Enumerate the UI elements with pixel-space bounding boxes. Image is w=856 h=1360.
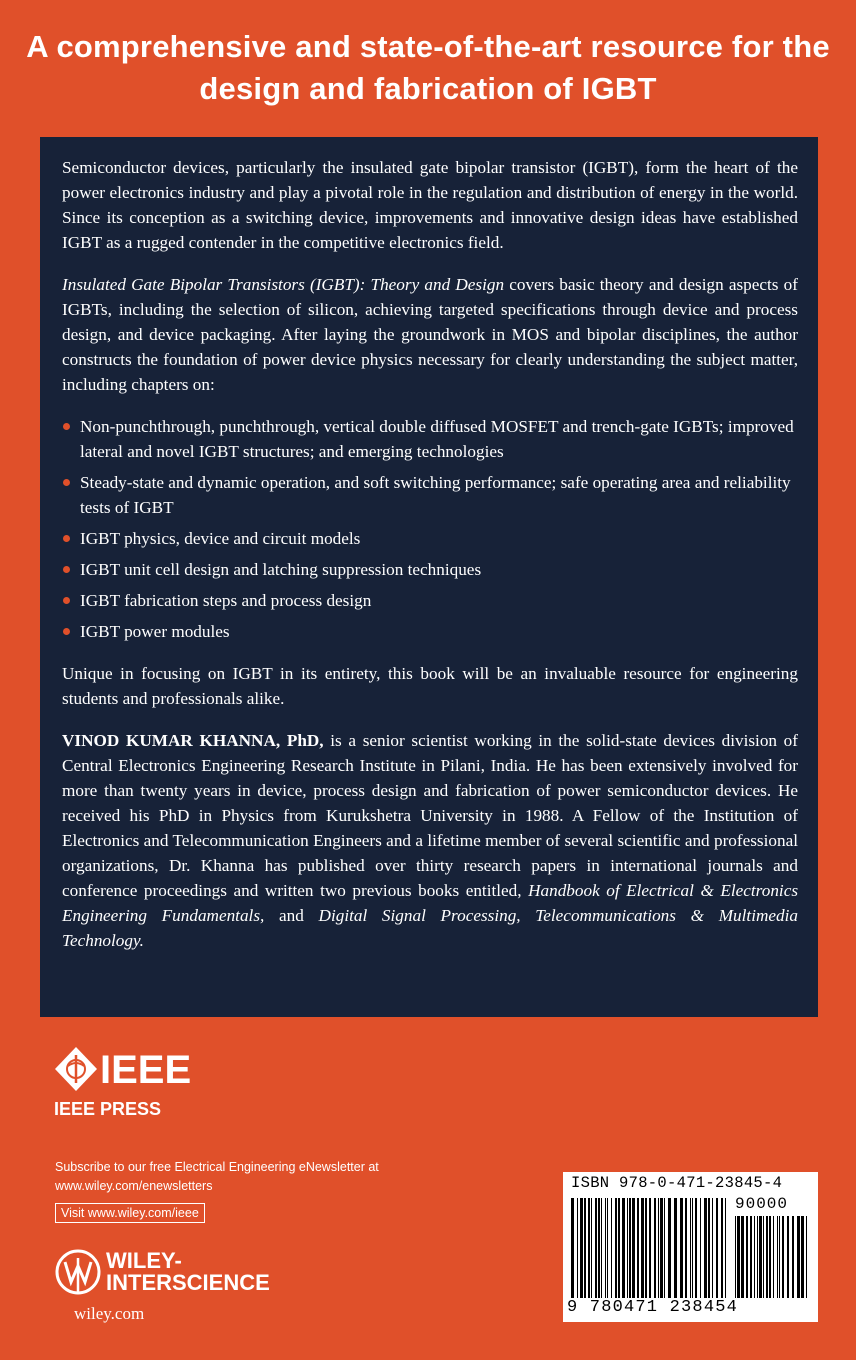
barcode-bar	[725, 1198, 726, 1298]
barcode-bar	[645, 1198, 647, 1298]
barcode-bar	[591, 1198, 592, 1298]
barcode-bar	[741, 1216, 744, 1298]
barcode-bar	[695, 1198, 697, 1298]
coverage-text: covers basic theory and design aspects of IGBTs, including the selection of silicon, achieving targeted specifications through device and process design, and device packaging. After laying the groundwork in MOS and bipolar disciplines, the author constructs the foundation of power device physics necessary for clearly understanding the subject matter, including chapters on:	[62, 275, 798, 394]
coverage-paragraph	[62, 272, 798, 397]
isbn-number: ISBN 978-0-471-23845-4	[571, 1174, 783, 1192]
list-item: IGBT fabrication steps and process design	[62, 588, 798, 613]
barcode-bar	[622, 1198, 625, 1298]
barcode-bar	[605, 1198, 606, 1298]
headline-line-2: design and fabrication of IGBT	[199, 71, 657, 106]
barcode-bar	[692, 1198, 693, 1298]
headline-line-1: A comprehensive and state-of-the-art resource for the	[26, 29, 830, 64]
list-item: IGBT power modules	[62, 619, 798, 644]
barcode-bar	[769, 1216, 771, 1298]
barcode-bar	[601, 1198, 602, 1298]
barcode-bar	[779, 1216, 780, 1298]
barcode-bar	[580, 1198, 583, 1298]
barcode-bar	[685, 1198, 687, 1298]
barcode-bar	[595, 1198, 597, 1298]
newsletter-line-1: Subscribe to our free Electrical Engineering eNewsletter at	[55, 1160, 379, 1174]
barcode-bar	[782, 1216, 784, 1298]
ieee-logo	[54, 1046, 214, 1126]
visit-link[interactable]: Visit www.wiley.com/ieee	[55, 1203, 205, 1223]
chapter-list	[62, 414, 798, 644]
barcode-bar	[607, 1198, 608, 1298]
barcode-bar	[773, 1216, 774, 1298]
barcode-bar	[700, 1198, 701, 1298]
barcode-bar	[649, 1198, 651, 1298]
wiley-logo	[54, 1248, 314, 1328]
barcode-bar	[806, 1216, 807, 1298]
ieee-wordmark: IEEE	[100, 1048, 192, 1092]
barcode-bar	[704, 1198, 707, 1298]
barcode-digits: 9 780471 238454	[567, 1298, 739, 1317]
barcode-bar	[584, 1198, 586, 1298]
barcode-bar	[721, 1198, 723, 1298]
wiley-line-1: WILEY-	[106, 1248, 182, 1273]
barcode-bar	[746, 1216, 748, 1298]
barcode-bar	[627, 1198, 628, 1298]
price-code: 90000	[735, 1195, 789, 1213]
wiley-emblem-icon	[54, 1248, 102, 1296]
list-item: IGBT physics, device and circuit models	[62, 526, 798, 551]
wiley-url[interactable]: wiley.com	[74, 1304, 145, 1323]
barcode-bar	[660, 1198, 663, 1298]
wiley-wordmark	[106, 1250, 270, 1294]
barcode-bar	[598, 1198, 600, 1298]
barcode-bar	[577, 1198, 578, 1298]
barcode-bar	[757, 1216, 758, 1298]
barcode-bar	[708, 1198, 710, 1298]
list-item: IGBT unit cell design and latching suppression techniques	[62, 557, 798, 582]
previous-book-1: Handbook of Electrical & Electronics Engineering Fundamentals,	[62, 881, 799, 925]
barcode-addon-bars	[735, 1216, 811, 1298]
barcode-bar	[668, 1198, 671, 1298]
previous-book-2: Digital Signal Processing, Telecommunications & Multimedia Technology.	[62, 906, 798, 950]
barcode-bar	[664, 1198, 665, 1298]
barcode-bar	[712, 1198, 713, 1298]
wiley-line-2: INTERSCIENCE	[106, 1270, 270, 1295]
barcode-bar	[750, 1216, 752, 1298]
intro-paragraph: Semiconductor devices, particularly the insulated gate bipolar transistor (IGBT), form the heart of the power electronics industry and play a pivotal role in the regulation and distribution of energy in the world. Since its conception as a switching device, improvements and innovative design ideas have established IGBT as a rugged contender in the competitive electronics field.	[62, 158, 798, 252]
author-name: VINOD KUMAR KHANNA, PhD,	[62, 731, 324, 750]
barcode-bar	[763, 1216, 764, 1298]
barcode-bar	[737, 1216, 740, 1298]
barcode-bar	[629, 1198, 631, 1298]
barcode-bar	[654, 1198, 656, 1298]
barcode-bar	[615, 1198, 617, 1298]
barcode-bar	[658, 1198, 659, 1298]
barcode-bar	[759, 1216, 762, 1298]
barcode-bar	[680, 1198, 683, 1298]
barcode-bar	[632, 1198, 635, 1298]
barcode-bar	[766, 1216, 768, 1298]
barcode-bar	[777, 1216, 778, 1298]
bio-and: and	[264, 906, 319, 925]
barcode-bar	[588, 1198, 590, 1298]
barcode-bar	[618, 1198, 620, 1298]
bio-text: is a senior scientist working in the solid-state devices division of Central Electronics Engineering Research Institute in Pilani, India. He has been extensively involved for more than twenty years in device, process design and fabrication of power semiconductor devices. He received his PhD in Physics from Kurukshetra University in 1988. A Fellow of the Institution of Electronics and Telecommunication Engineers and a lifetime member of several scientific and professional organizations, Dr. Khanna has published over thirty research papers in international journals and conference proceedings and written two previous books entitled,	[62, 731, 798, 900]
cover-headline	[20, 26, 836, 110]
barcode-bar	[797, 1216, 800, 1298]
list-item: Non-punchthrough, punchthrough, vertical double diffused MOSFET and trench-gate IGBTs; improved lateral and novel IGBT structures; and emerging technologies	[62, 414, 798, 464]
barcode-bar	[787, 1216, 789, 1298]
barcode-bar	[801, 1216, 804, 1298]
newsletter-note	[55, 1158, 379, 1196]
book-title: Insulated Gate Bipolar Transistors (IGBT): Theory and Design	[62, 275, 505, 294]
description-panel	[40, 137, 818, 1017]
barcode-bar	[641, 1198, 644, 1298]
newsletter-url[interactable]: www.wiley.com/enewsletters	[55, 1179, 213, 1193]
barcode-bar	[792, 1216, 794, 1298]
summary-paragraph: Unique in focusing on IGBT in its entirety, this book will be an invaluable resource for engineering students and professionals alike.	[62, 664, 798, 708]
barcode-bar	[611, 1198, 612, 1298]
barcode-bar	[716, 1198, 718, 1298]
barcode-bar	[571, 1198, 574, 1298]
barcode-main-bars	[571, 1198, 729, 1298]
list-item: Steady-state and dynamic operation, and soft switching performance; safe operating area and reliability tests of IGBT	[62, 470, 798, 520]
barcode-bar	[637, 1198, 639, 1298]
barcode-bar	[690, 1198, 691, 1298]
author-bio	[62, 728, 798, 953]
barcode-bar	[735, 1216, 736, 1298]
ieee-diamond-icon	[54, 1046, 98, 1092]
isbn-barcode	[563, 1172, 818, 1322]
barcode-bar	[674, 1198, 677, 1298]
barcode-bar	[754, 1216, 755, 1298]
ieee-press-label: IEEE PRESS	[54, 1099, 162, 1119]
